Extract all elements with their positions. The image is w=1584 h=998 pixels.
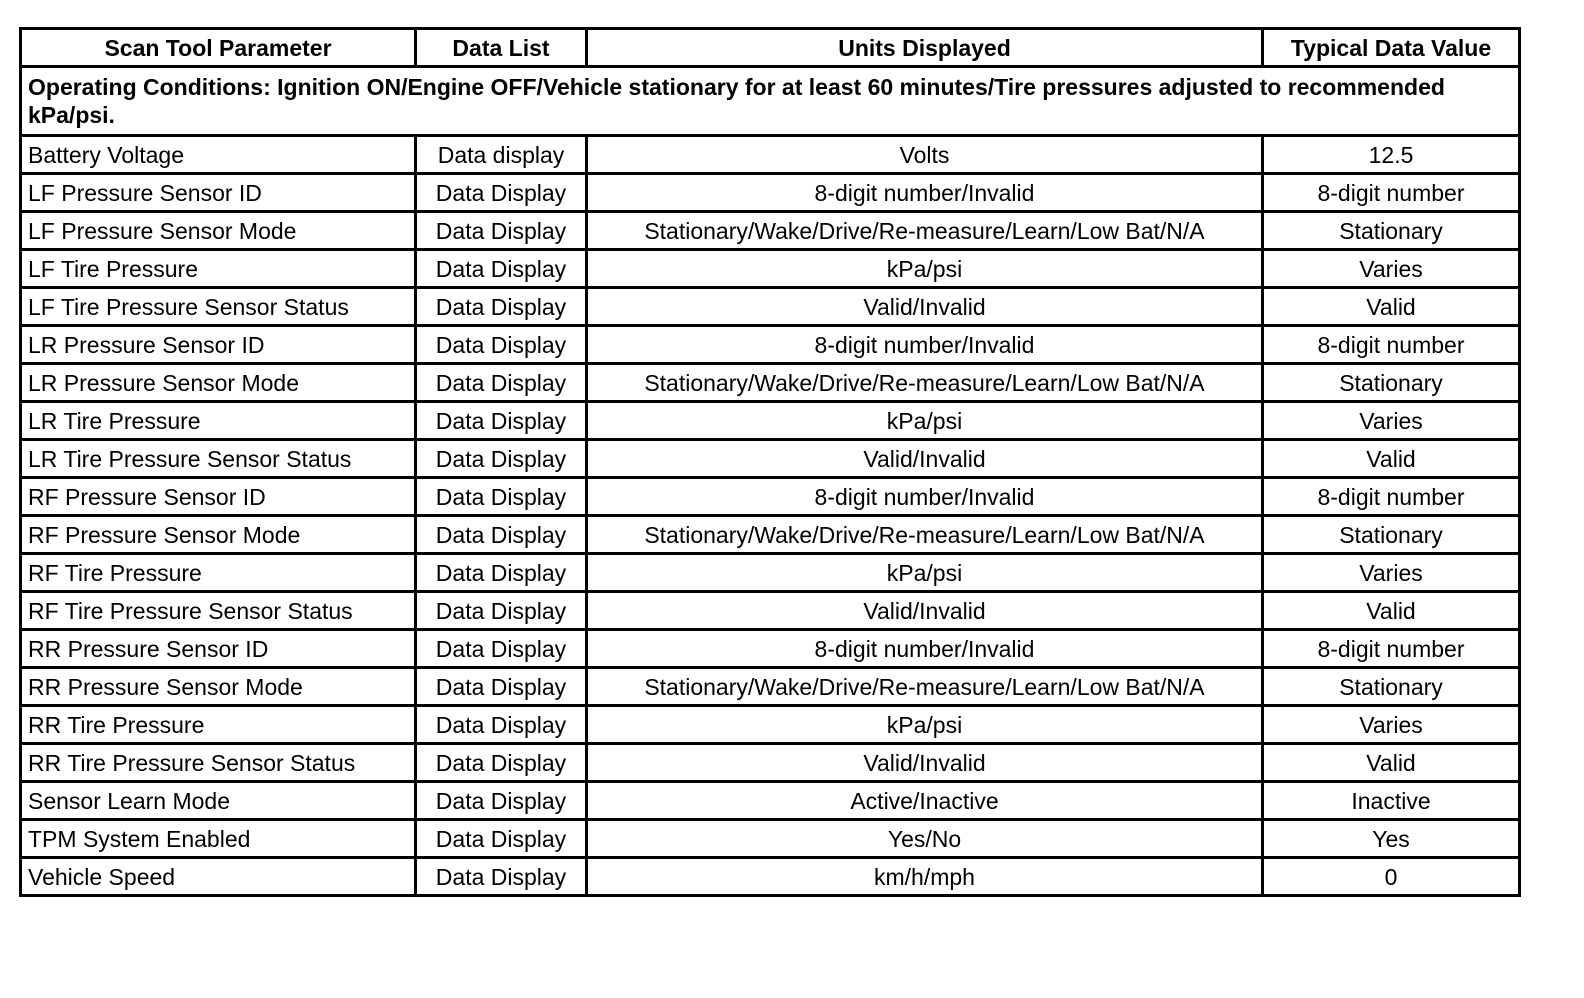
table-row: [21, 858, 1520, 896]
cell-units-displayed: Stationary/Wake/Drive/Re-measure/Learn/Low Bat/N/A: [587, 668, 1263, 706]
cell-units-displayed: Active/Inactive: [587, 782, 1263, 820]
cell-typical-data-value: Stationary: [1263, 212, 1520, 250]
cell-typical-data-value: 8-digit number: [1263, 174, 1520, 212]
cell-scan-tool-parameter: TPM System Enabled: [21, 820, 416, 858]
cell-scan-tool-parameter: RF Tire Pressure Sensor Status: [21, 592, 416, 630]
cell-data-list: Data Display: [416, 250, 587, 288]
cell-data-list: Data Display: [416, 858, 587, 896]
cell-data-list: Data Display: [416, 478, 587, 516]
cell-scan-tool-parameter: RF Pressure Sensor ID: [21, 478, 416, 516]
cell-units-displayed: 8-digit number/Invalid: [587, 174, 1263, 212]
table-row: [21, 782, 1520, 820]
header-data-list: Data List: [416, 29, 587, 67]
cell-data-list: Data Display: [416, 174, 587, 212]
header-row: [21, 29, 1520, 67]
cell-units-displayed: kPa/psi: [587, 402, 1263, 440]
table-row: [21, 630, 1520, 668]
cell-scan-tool-parameter: RR Tire Pressure: [21, 706, 416, 744]
cell-units-displayed: Valid/Invalid: [587, 592, 1263, 630]
cell-data-list: Data Display: [416, 516, 587, 554]
cell-scan-tool-parameter: Battery Voltage: [21, 136, 416, 174]
cell-typical-data-value: Valid: [1263, 744, 1520, 782]
cell-data-list: Data Display: [416, 402, 587, 440]
cell-units-displayed: Stationary/Wake/Drive/Re-measure/Learn/Low Bat/N/A: [587, 212, 1263, 250]
cell-scan-tool-parameter: LR Pressure Sensor ID: [21, 326, 416, 364]
cell-typical-data-value: Varies: [1263, 402, 1520, 440]
table-row: [21, 668, 1520, 706]
cell-scan-tool-parameter: LF Pressure Sensor Mode: [21, 212, 416, 250]
table-row: [21, 212, 1520, 250]
cell-typical-data-value: 0: [1263, 858, 1520, 896]
table-row: [21, 706, 1520, 744]
table-row: [21, 250, 1520, 288]
cell-units-displayed: kPa/psi: [587, 250, 1263, 288]
cell-data-list: Data Display: [416, 820, 587, 858]
scan-tool-data-table: [19, 27, 1521, 897]
cell-units-displayed: Valid/Invalid: [587, 288, 1263, 326]
cell-data-list: Data Display: [416, 706, 587, 744]
cell-typical-data-value: Stationary: [1263, 516, 1520, 554]
cell-data-list: Data Display: [416, 630, 587, 668]
cell-data-list: Data Display: [416, 364, 587, 402]
cell-units-displayed: Volts: [587, 136, 1263, 174]
cell-units-displayed: Valid/Invalid: [587, 744, 1263, 782]
cell-typical-data-value: Inactive: [1263, 782, 1520, 820]
cell-scan-tool-parameter: RF Pressure Sensor Mode: [21, 516, 416, 554]
table-row: [21, 136, 1520, 174]
table-row: [21, 402, 1520, 440]
cell-typical-data-value: Valid: [1263, 288, 1520, 326]
cell-scan-tool-parameter: Vehicle Speed: [21, 858, 416, 896]
cell-data-list: Data Display: [416, 592, 587, 630]
cell-typical-data-value: 8-digit number: [1263, 478, 1520, 516]
cell-typical-data-value: Varies: [1263, 706, 1520, 744]
cell-scan-tool-parameter: Sensor Learn Mode: [21, 782, 416, 820]
cell-data-list: Data Display: [416, 288, 587, 326]
cell-scan-tool-parameter: RR Pressure Sensor Mode: [21, 668, 416, 706]
cell-typical-data-value: Stationary: [1263, 668, 1520, 706]
cell-scan-tool-parameter: LF Tire Pressure Sensor Status: [21, 288, 416, 326]
cell-units-displayed: kPa/psi: [587, 706, 1263, 744]
cell-units-displayed: 8-digit number/Invalid: [587, 326, 1263, 364]
header-typical-data-value: Typical Data Value: [1263, 29, 1520, 67]
table-row: [21, 592, 1520, 630]
cell-data-list: Data Display: [416, 554, 587, 592]
table-row: [21, 174, 1520, 212]
cell-data-list: Data Display: [416, 782, 587, 820]
cell-data-list: Data Display: [416, 440, 587, 478]
table-row: [21, 554, 1520, 592]
cell-data-list: Data Display: [416, 212, 587, 250]
cell-typical-data-value: 12.5: [1263, 136, 1520, 174]
cell-typical-data-value: Varies: [1263, 554, 1520, 592]
cell-typical-data-value: Yes: [1263, 820, 1520, 858]
cell-units-displayed: 8-digit number/Invalid: [587, 630, 1263, 668]
cell-data-list: Data display: [416, 136, 587, 174]
cell-scan-tool-parameter: LF Pressure Sensor ID: [21, 174, 416, 212]
cell-units-displayed: 8-digit number/Invalid: [587, 478, 1263, 516]
operating-conditions-row: [21, 67, 1520, 136]
cell-data-list: Data Display: [416, 668, 587, 706]
cell-typical-data-value: Stationary: [1263, 364, 1520, 402]
table-row: [21, 326, 1520, 364]
header-units-displayed: Units Displayed: [587, 29, 1263, 67]
cell-scan-tool-parameter: RF Tire Pressure: [21, 554, 416, 592]
cell-typical-data-value: Varies: [1263, 250, 1520, 288]
cell-data-list: Data Display: [416, 744, 587, 782]
cell-scan-tool-parameter: RR Tire Pressure Sensor Status: [21, 744, 416, 782]
cell-typical-data-value: 8-digit number: [1263, 326, 1520, 364]
table-row: [21, 516, 1520, 554]
table-row: [21, 478, 1520, 516]
table-row: [21, 288, 1520, 326]
cell-scan-tool-parameter: LR Pressure Sensor Mode: [21, 364, 416, 402]
operating-conditions: Operating Conditions: Ignition ON/Engine OFF/Vehicle stationary for at least 60 minutes/Tire pressures adjusted to recommended kPa/psi.: [21, 67, 1520, 136]
cell-scan-tool-parameter: LR Tire Pressure Sensor Status: [21, 440, 416, 478]
cell-data-list: Data Display: [416, 326, 587, 364]
cell-typical-data-value: Valid: [1263, 440, 1520, 478]
table-row: [21, 440, 1520, 478]
table-row: [21, 744, 1520, 782]
cell-typical-data-value: Valid: [1263, 592, 1520, 630]
cell-units-displayed: km/h/mph: [587, 858, 1263, 896]
header-scan-tool-parameter: Scan Tool Parameter: [21, 29, 416, 67]
cell-scan-tool-parameter: LR Tire Pressure: [21, 402, 416, 440]
cell-units-displayed: Stationary/Wake/Drive/Re-measure/Learn/Low Bat/N/A: [587, 516, 1263, 554]
cell-units-displayed: Yes/No: [587, 820, 1263, 858]
cell-scan-tool-parameter: RR Pressure Sensor ID: [21, 630, 416, 668]
cell-units-displayed: Valid/Invalid: [587, 440, 1263, 478]
cell-scan-tool-parameter: LF Tire Pressure: [21, 250, 416, 288]
table-row: [21, 364, 1520, 402]
cell-typical-data-value: 8-digit number: [1263, 630, 1520, 668]
cell-units-displayed: kPa/psi: [587, 554, 1263, 592]
table-row: [21, 820, 1520, 858]
cell-units-displayed: Stationary/Wake/Drive/Re-measure/Learn/Low Bat/N/A: [587, 364, 1263, 402]
